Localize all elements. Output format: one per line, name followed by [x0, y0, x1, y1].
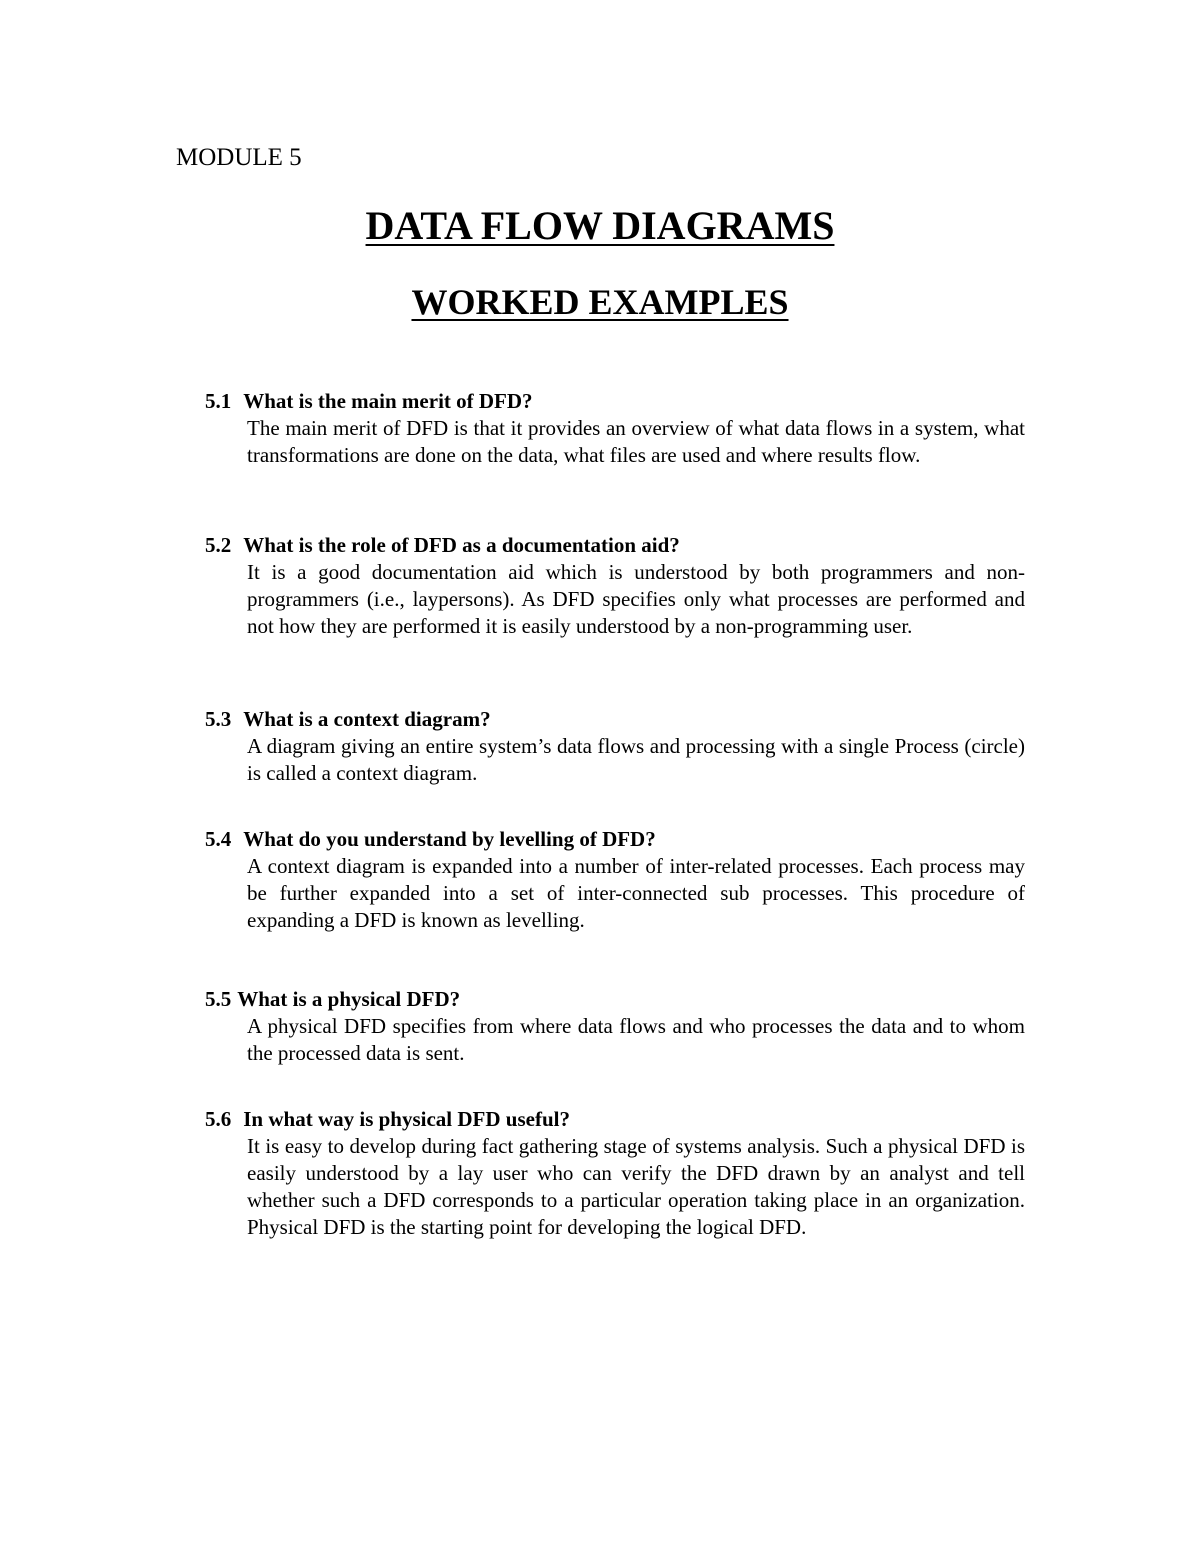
- question: [205, 986, 1025, 1013]
- module-label: MODULE 5: [176, 144, 302, 171]
- qa-item-5-3: [205, 706, 1025, 787]
- question: [205, 826, 1025, 853]
- answer-text: A physical DFD specifies from where data flows and who processes the data and to whom the processed data is sent.: [247, 1014, 1025, 1065]
- question-number: 5.6: [205, 1107, 232, 1131]
- question-text: What do you understand by levelling of DFD?: [243, 827, 656, 851]
- question-text: In what way is physical DFD useful?: [243, 1107, 570, 1131]
- qa-item-5-4: [205, 826, 1025, 934]
- answer-text: It is easy to develop during fact gathering stage of systems analysis. Such a physical DFD is easily understood by a lay user who can verify the DFD drawn by an analyst and tell whether such a DFD corresponds to a particular operation taking place in an organization. Physical DFD is the starting point for developing the logical DFD.: [247, 1134, 1025, 1239]
- question: [205, 1106, 1025, 1133]
- question-number: 5.2: [205, 533, 232, 557]
- qa-item-5-6: [205, 1106, 1025, 1241]
- question-text: What is the role of DFD as a documentation aid?: [243, 533, 680, 557]
- answer-text: It is a good documentation aid which is understood by both programmers and non-programmers (i.e., laypersons). As DFD specifies only what processes are performed and not how they are performed it is easily understood by a non-programming user.: [247, 560, 1025, 638]
- qa-item-5-2: [205, 532, 1025, 640]
- question-text: What is the main merit of DFD?: [243, 389, 533, 413]
- question: [205, 532, 1025, 559]
- question-number: 5.4: [205, 827, 232, 851]
- answer-text: A context diagram is expanded into a number of inter-related processes. Each process may be further expanded into a set of inter-connected sub processes. This procedure of expanding a DFD is known as levelling.: [247, 854, 1025, 932]
- question-number: 5.5: [205, 987, 232, 1011]
- qa-item-5-1: [205, 388, 1025, 469]
- question: [205, 706, 1025, 733]
- question-number: 5.1: [205, 389, 232, 413]
- question-text: What is a context diagram?: [243, 707, 491, 731]
- question: [205, 388, 1025, 415]
- question-number: 5.3: [205, 707, 232, 731]
- answer-text: A diagram giving an entire system’s data flows and processing with a single Process (circle) is called a context diagram.: [247, 734, 1025, 785]
- qa-item-5-5: [205, 986, 1025, 1067]
- page-subtitle: WORKED EXAMPLES: [411, 282, 789, 322]
- question-text: What is a physical DFD?: [237, 987, 461, 1011]
- page-title: DATA FLOW DIAGRAMS: [365, 203, 835, 248]
- answer-text: The main merit of DFD is that it provides an overview of what data flows in a system, what transformations are done on the data, what files are used and where results flow.: [247, 416, 1025, 467]
